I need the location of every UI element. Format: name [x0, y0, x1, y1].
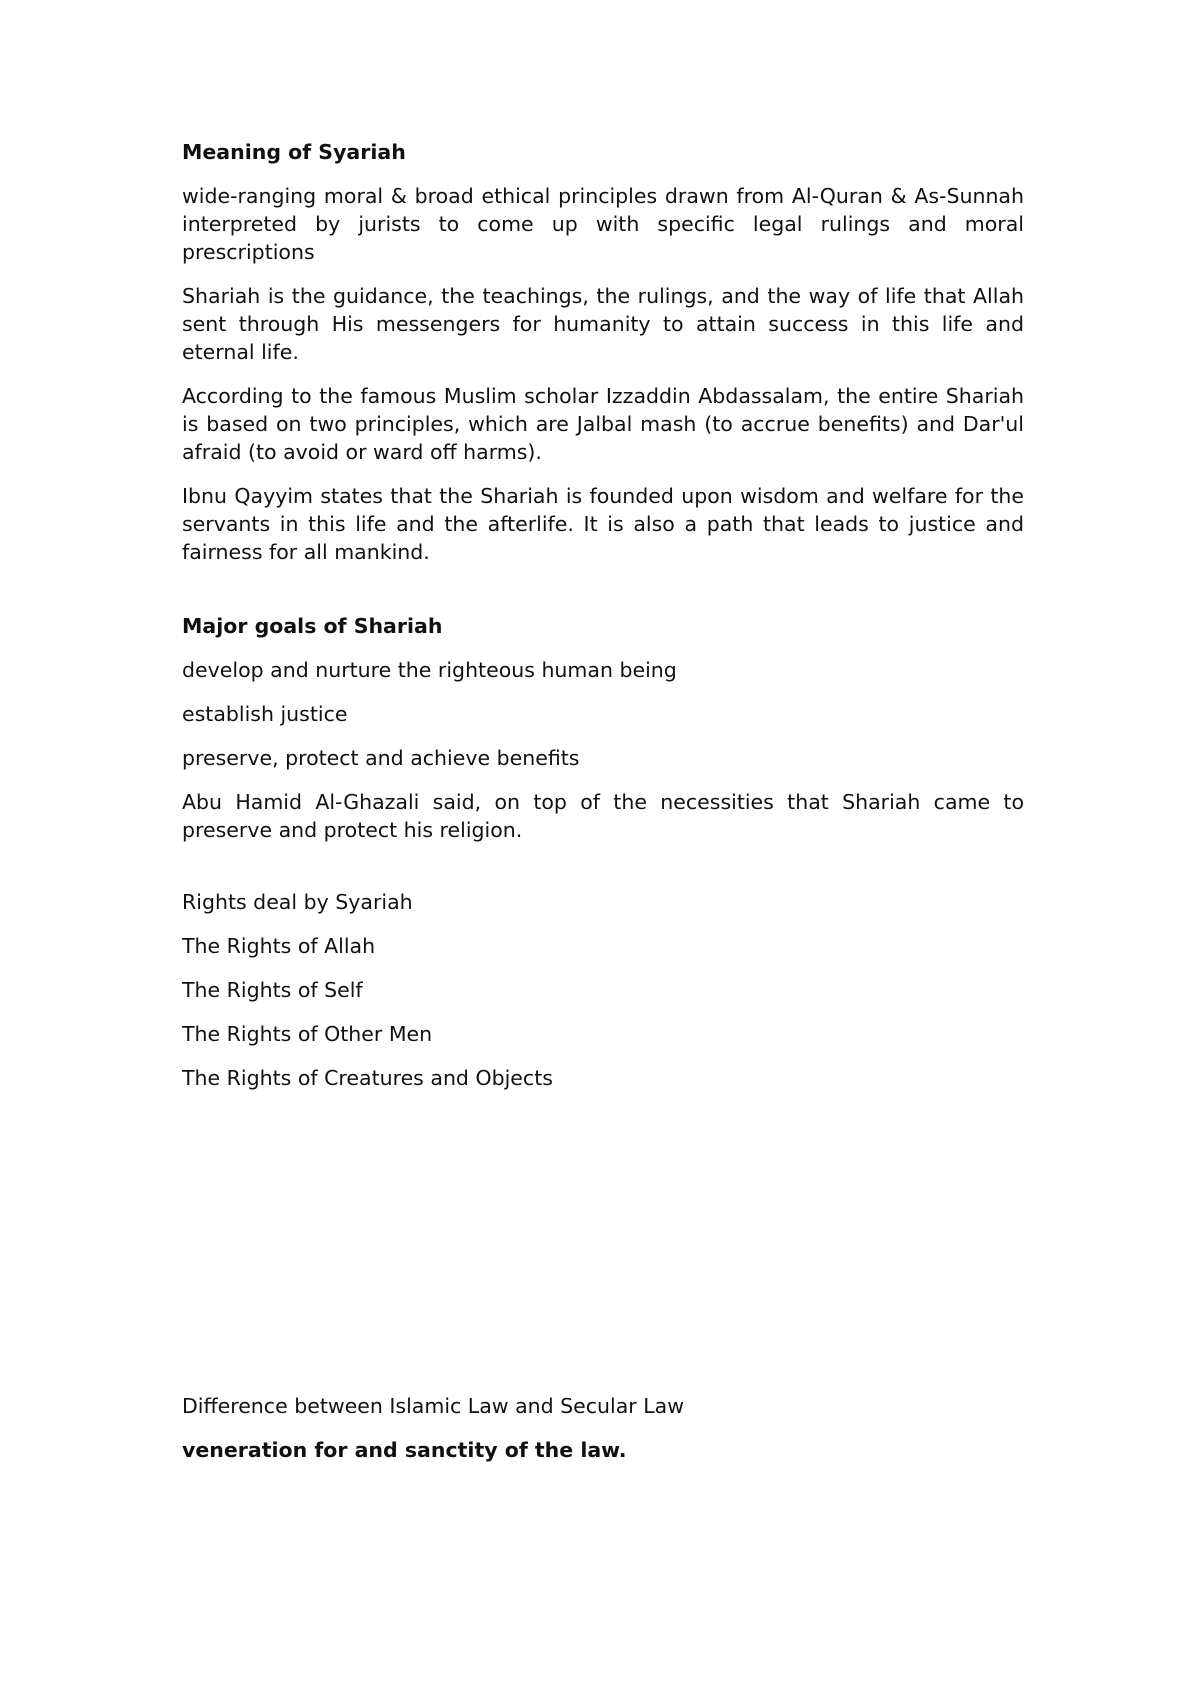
list-item: The Rights of Self	[182, 978, 363, 1002]
section-heading-difference: Difference between Islamic Law and Secular Law	[182, 1394, 684, 1418]
paragraph: wide-ranging moral & broad ethical principles drawn from Al-Quran & As-Sunnah interpreted by jurists to come up with specific legal rulings and moral prescriptions	[182, 184, 1024, 264]
paragraph: According to the famous Muslim scholar Izzaddin Abdassalam, the entire Shariah is based on two principles, which are Jalbal mash (to accrue benefits) and Dar'ul afraid (to avoid or ward off harms).	[182, 384, 1024, 464]
list-item: preserve, protect and achieve benefits	[182, 746, 580, 770]
paragraph: Shariah is the guidance, the teachings, the rulings, and the way of life that Allah sent through His messengers for humanity to attain success in this life and eternal life.	[182, 284, 1024, 364]
document-body	[182, 138, 1024, 1480]
list-item: establish justice	[182, 702, 348, 726]
bold-statement: veneration for and sanctity of the law.	[182, 1438, 627, 1462]
paragraph: Ibnu Qayyim states that the Shariah is founded upon wisdom and welfare for the servants in this life and the afterlife. It is also a path that leads to justice and fairness for all mankind.	[182, 484, 1024, 564]
section-heading-rights: Rights deal by Syariah	[182, 890, 413, 914]
list-item: The Rights of Creatures and Objects	[182, 1066, 553, 1090]
section-heading-major-goals: Major goals of Shariah	[182, 614, 443, 638]
list-item: Abu Hamid Al-Ghazali said, on top of the necessities that Shariah came to preserve and protect his religion.	[182, 790, 1024, 842]
list-item: develop and nurture the righteous human being	[182, 658, 677, 682]
list-item: The Rights of Allah	[182, 934, 376, 958]
section-heading-meaning-of-syariah: Meaning of Syariah	[182, 140, 406, 164]
list-item: The Rights of Other Men	[182, 1022, 433, 1046]
